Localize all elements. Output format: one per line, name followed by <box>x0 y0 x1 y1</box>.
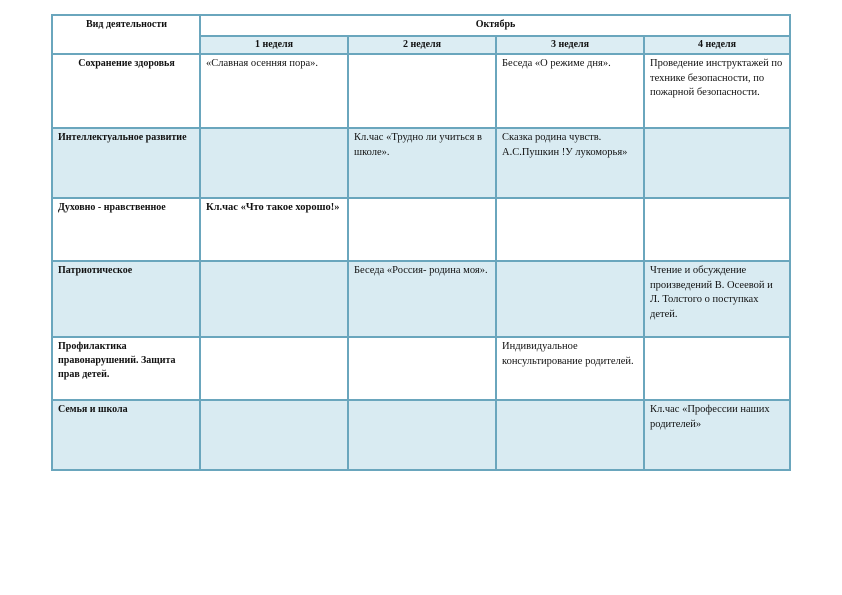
month-header: Октябрь <box>200 15 790 36</box>
row-label-prevention: Профилактика правонарушений. Защита прав детей. <box>52 337 200 400</box>
header-row <box>52 15 790 36</box>
row-label-health: Сохранение здоровья <box>52 54 200 128</box>
table-cell: Чтение и обсуждение произведений В. Осеевой и Л. Толстого о поступках детей. <box>644 261 790 337</box>
week-2-header: 2 неделя <box>348 36 496 54</box>
table-cell <box>348 400 496 470</box>
table-cell: «Славная осенняя пора». <box>200 54 348 128</box>
table-cell <box>644 337 790 400</box>
table-row-health <box>52 54 790 128</box>
week-1-header: 1 неделя <box>200 36 348 54</box>
table-cell <box>496 198 644 261</box>
table-row-intellectual <box>52 128 790 198</box>
table-cell: Сказка родина чувств. А.С.Пушкин !У лукоморья» <box>496 128 644 198</box>
row-label-family: Семья и школа <box>52 400 200 470</box>
row-label-spiritual: Духовно - нравственное <box>52 198 200 261</box>
table-cell <box>200 128 348 198</box>
table-cell <box>644 198 790 261</box>
table-row-prevention <box>52 337 790 400</box>
row-label-intellectual: Интеллектуальное развитие <box>52 128 200 198</box>
table-cell <box>496 400 644 470</box>
table-row-spiritual <box>52 198 790 261</box>
week-4-header: 4 неделя <box>644 36 790 54</box>
table-cell: Кл.час «Профессии наших родителей» <box>644 400 790 470</box>
table-cell <box>348 198 496 261</box>
table-row-patriotic <box>52 261 790 337</box>
table-cell: Беседа «О режиме дня». <box>496 54 644 128</box>
table-cell <box>348 337 496 400</box>
row-label-patriotic: Патриотическое <box>52 261 200 337</box>
table-cell: Кл.час «Трудно ли учиться в школе». <box>348 128 496 198</box>
table-cell <box>200 337 348 400</box>
activity-plan-table <box>51 14 791 471</box>
table-cell <box>200 261 348 337</box>
table-cell <box>348 54 496 128</box>
activity-type-header: Вид деятельности <box>52 15 200 54</box>
table-row-family <box>52 400 790 470</box>
table-cell <box>200 400 348 470</box>
table-cell <box>644 128 790 198</box>
table-cell: Индивидуальное консультирование родителей. <box>496 337 644 400</box>
table-cell <box>496 261 644 337</box>
week-3-header: 3 неделя <box>496 36 644 54</box>
table-cell: Беседа «Россия- родина моя». <box>348 261 496 337</box>
table-cell: Проведение инструктажей по технике безопасности, по пожарной безопасности. <box>644 54 790 128</box>
table-cell: Кл.час «Что такое хорошо!» <box>200 198 348 261</box>
